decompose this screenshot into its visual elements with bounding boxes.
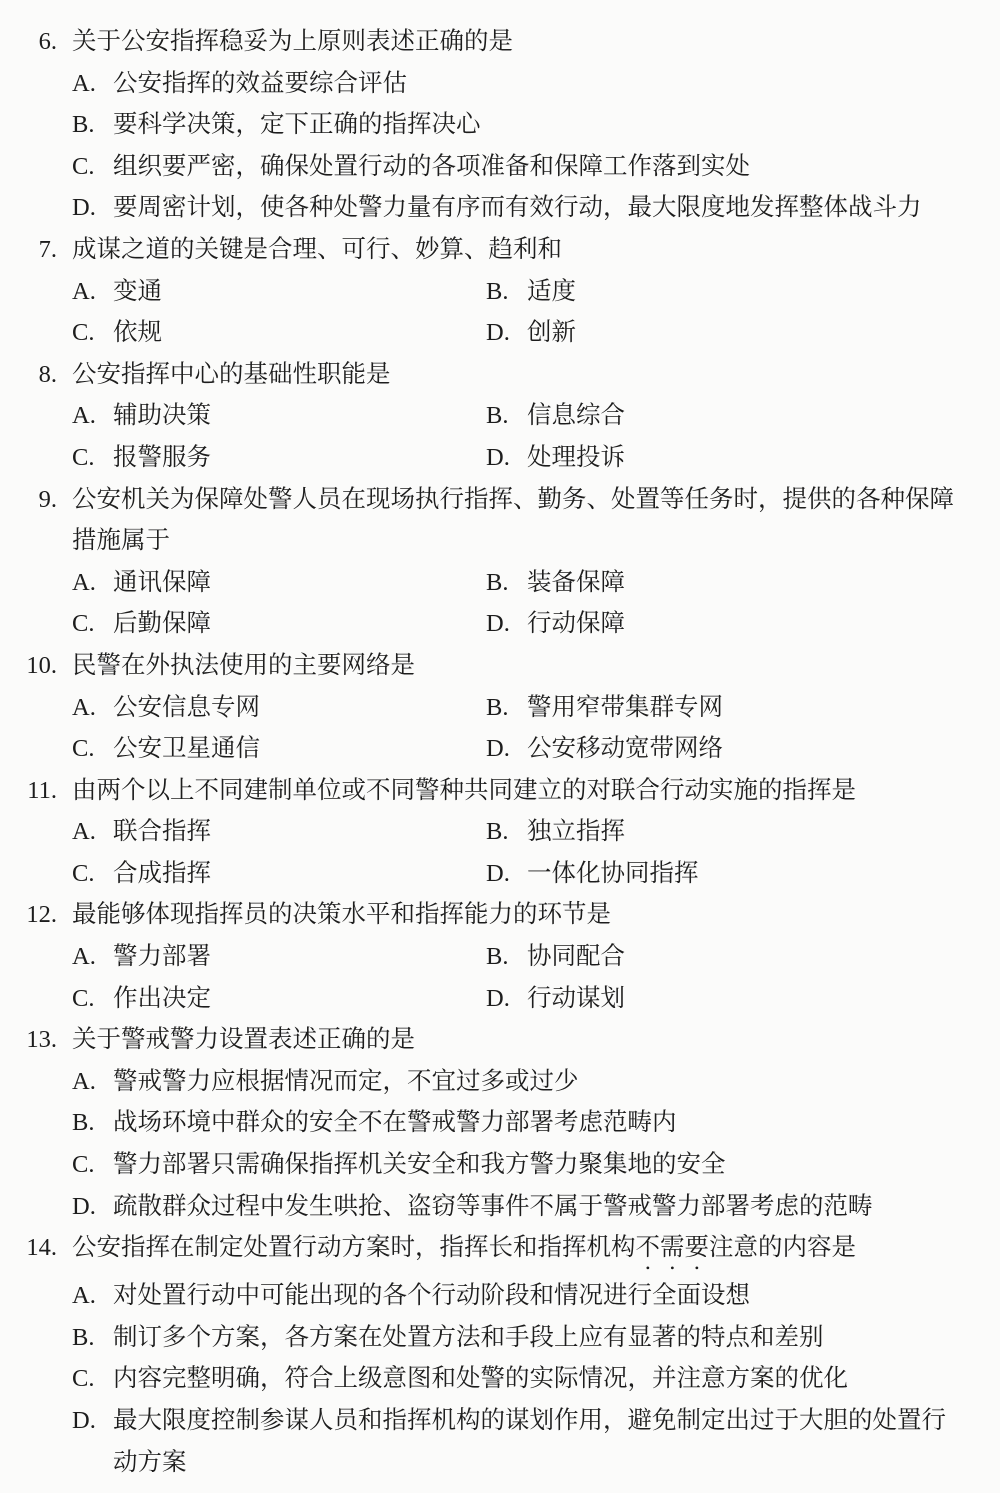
option-text: 一体化协同指挥	[527, 859, 699, 887]
option-item	[72, 146, 970, 188]
question-row	[25, 645, 970, 770]
option-label: D.	[486, 319, 510, 347]
question-stem	[72, 1227, 970, 1275]
option-label: A.	[72, 1067, 96, 1095]
option-label: D.	[486, 443, 510, 471]
option-text: 通讯保障	[113, 568, 211, 596]
question-number: 7.	[38, 235, 57, 263]
option-text: 公安卫星通信	[113, 735, 260, 763]
question-body	[72, 645, 970, 770]
question-row	[25, 479, 970, 645]
option-text: 变通	[113, 277, 162, 305]
stem-emphasis-text: 不需要	[635, 1234, 709, 1262]
option-item	[72, 437, 486, 479]
options-list	[72, 687, 970, 770]
options-list	[72, 1275, 970, 1483]
option-item	[486, 312, 970, 354]
option-item	[486, 978, 970, 1020]
options-list	[72, 63, 970, 229]
option-label: C.	[72, 1365, 95, 1393]
option-text: 疏散群众过程中发生哄抢、盗窃等事件不属于警戒警力部署考虑的范畴	[113, 1192, 873, 1220]
question-number: 11.	[27, 776, 57, 804]
option-item	[72, 395, 486, 437]
option-text: 最大限度控制参谋人员和指挥机构的谋划作用，避免制定出过于大胆的处置行动方案	[113, 1407, 946, 1476]
question	[25, 354, 970, 479]
option-text: 警力部署	[113, 943, 211, 971]
option-label: B.	[72, 1109, 95, 1137]
option-text: 后勤保障	[113, 610, 211, 638]
question-stem: 关于公安指挥稳妥为上原则表述正确的是	[72, 28, 513, 55]
option-label: C.	[72, 1151, 95, 1179]
option-item	[72, 1358, 970, 1400]
option-item	[486, 936, 970, 978]
question-stem: 公安指挥中心的基础性职能是	[72, 360, 391, 388]
option-item	[72, 1102, 970, 1144]
question-row	[25, 1019, 970, 1227]
option-item	[72, 1275, 970, 1317]
option-label: D.	[486, 859, 510, 887]
option-item	[72, 1400, 970, 1483]
option-label: D.	[72, 194, 96, 222]
option-label: B.	[486, 943, 509, 971]
question-body	[72, 1227, 970, 1483]
option-text: 组织要严密，确保处置行动的各项准备和保障工作落到实处	[113, 152, 750, 180]
question-stem: 关于警戒警力设置表述正确的是	[72, 1026, 415, 1054]
option-label: A.	[72, 818, 96, 846]
question-number: 14.	[26, 1234, 57, 1262]
option-label: D.	[72, 1192, 96, 1220]
option-label: B.	[72, 111, 95, 139]
option-item	[72, 603, 486, 645]
option-label: C.	[72, 984, 95, 1012]
question-row	[25, 354, 970, 479]
question	[25, 1227, 970, 1483]
option-item	[72, 853, 486, 895]
option-text: 协同配合	[527, 943, 625, 971]
question	[25, 229, 970, 354]
question-body	[72, 479, 970, 645]
option-text: 作出决定	[113, 984, 211, 1012]
question-number: 10.	[26, 651, 57, 679]
option-label: A.	[72, 568, 96, 596]
option-item	[486, 853, 970, 895]
option-text: 战场环境中群众的安全不在警戒警力部署考虑范畴内	[113, 1109, 677, 1137]
question-body	[72, 1019, 970, 1227]
option-label: A.	[72, 1282, 96, 1310]
option-item	[486, 603, 970, 645]
option-item	[72, 1186, 970, 1228]
question	[25, 1019, 970, 1227]
option-item	[486, 687, 970, 729]
option-item	[486, 562, 970, 604]
options-list	[72, 562, 970, 645]
options-list	[72, 811, 970, 894]
question	[25, 894, 970, 1019]
option-text: 行动保障	[527, 610, 625, 638]
option-item	[72, 687, 486, 729]
option-label: A.	[72, 69, 96, 97]
question	[25, 479, 970, 645]
option-item	[72, 562, 486, 604]
option-text: 报警服务	[113, 443, 211, 471]
option-label: B.	[486, 402, 509, 430]
options-list	[72, 1061, 970, 1227]
option-text: 适度	[527, 277, 576, 305]
option-item	[72, 978, 486, 1020]
option-text: 处理投诉	[527, 443, 625, 471]
option-text: 要科学决策，定下正确的指挥决心	[113, 111, 481, 139]
options-list	[72, 395, 970, 478]
option-item	[486, 811, 970, 853]
option-label: C.	[72, 319, 95, 347]
question-body	[72, 770, 970, 895]
question-body	[72, 354, 970, 479]
question	[25, 645, 970, 770]
option-text: 警用窄带集群专网	[527, 693, 723, 721]
options-list	[72, 936, 970, 1019]
question-row	[25, 770, 970, 895]
option-text: 公安移动宽带网络	[527, 735, 723, 763]
question-row	[25, 229, 970, 354]
option-label: D.	[486, 735, 510, 763]
option-label: D.	[72, 1407, 96, 1434]
option-text: 装备保障	[527, 568, 625, 596]
option-text: 要周密计划，使各种处警力量有序而有效行动，最大限度地发挥整体战斗力	[113, 194, 922, 222]
option-item	[72, 728, 486, 770]
question-number: 6.	[38, 28, 57, 55]
option-text: 联合指挥	[113, 818, 211, 846]
option-label: C.	[72, 152, 95, 180]
option-item	[72, 63, 970, 105]
option-label: B.	[72, 1323, 95, 1351]
option-item	[72, 936, 486, 978]
question-number: 12.	[26, 901, 57, 929]
option-item	[486, 437, 970, 479]
option-item	[72, 1317, 970, 1359]
question-number: 8.	[38, 360, 57, 388]
option-text: 警戒警力应根据情况而定，不宜过多或过少	[113, 1067, 579, 1095]
question-row	[25, 894, 970, 1019]
question-stem: 公安机关为保障处警人员在现场执行指挥、勤务、处置等任务时，提供的各种保障措施属于	[72, 485, 954, 555]
question	[25, 770, 970, 895]
option-label: B.	[486, 568, 509, 596]
option-label: C.	[72, 735, 95, 763]
option-text: 辅助决策	[113, 402, 211, 430]
option-item	[486, 395, 970, 437]
option-label: A.	[72, 277, 96, 305]
question-stem: 民警在外执法使用的主要网络是	[72, 651, 415, 679]
option-label: C.	[72, 610, 95, 638]
question-body	[72, 21, 970, 229]
option-text: 公安指挥的效益要综合评估	[113, 69, 407, 97]
option-text: 创新	[527, 319, 576, 347]
option-item	[72, 811, 486, 853]
question-stem: 由两个以上不同建制单位或不同警种共同建立的对联合行动实施的指挥是	[72, 776, 856, 804]
question-stem: 最能够体现指挥员的决策水平和指挥能力的环节是	[72, 901, 611, 929]
stem-text: 公安指挥在制定处置行动方案时，指挥长和指挥机构	[72, 1234, 636, 1262]
question-body	[72, 894, 970, 1019]
stem-text: 注意的内容是	[709, 1234, 856, 1262]
option-item	[486, 728, 970, 770]
question-number: 13.	[26, 1026, 57, 1054]
option-label: A.	[72, 943, 96, 971]
question	[25, 21, 970, 229]
option-text: 内容完整明确，符合上级意图和处警的实际情况，并注意方案的优化	[113, 1365, 848, 1393]
option-label: B.	[486, 818, 509, 846]
option-text: 依规	[113, 319, 162, 347]
option-label: B.	[486, 277, 509, 305]
option-item	[486, 271, 970, 313]
option-label: A.	[72, 402, 96, 430]
options-list	[72, 271, 970, 354]
option-item	[72, 187, 970, 229]
option-text: 警力部署只需确保指挥机关安全和我方警力聚集地的安全	[113, 1151, 726, 1179]
option-label: C.	[72, 443, 95, 471]
question-stem: 成谋之道的关键是合理、可行、妙算、趋利和	[72, 235, 562, 263]
option-label: B.	[486, 693, 509, 721]
question-number: 9.	[38, 485, 57, 513]
option-label: A.	[72, 693, 96, 721]
option-text: 独立指挥	[527, 818, 625, 846]
option-text: 信息综合	[527, 402, 625, 430]
option-item	[72, 1144, 970, 1186]
option-text: 行动谋划	[527, 984, 625, 1012]
option-text: 合成指挥	[113, 859, 211, 887]
option-label: D.	[486, 610, 510, 638]
question-body	[72, 229, 970, 354]
option-item	[72, 104, 970, 146]
option-text: 制订多个方案，各方案在处置方法和手段上应有显著的特点和差别	[113, 1323, 824, 1351]
option-item	[72, 271, 486, 313]
option-item	[72, 312, 486, 354]
question-row	[25, 21, 970, 229]
question-row	[25, 1227, 970, 1483]
option-label: D.	[486, 984, 510, 1012]
option-label: C.	[72, 859, 95, 887]
option-text: 对处置行动中可能出现的各个行动阶段和情况进行全面设想	[113, 1282, 750, 1310]
option-item	[72, 1061, 970, 1103]
option-text: 公安信息专网	[113, 693, 260, 721]
